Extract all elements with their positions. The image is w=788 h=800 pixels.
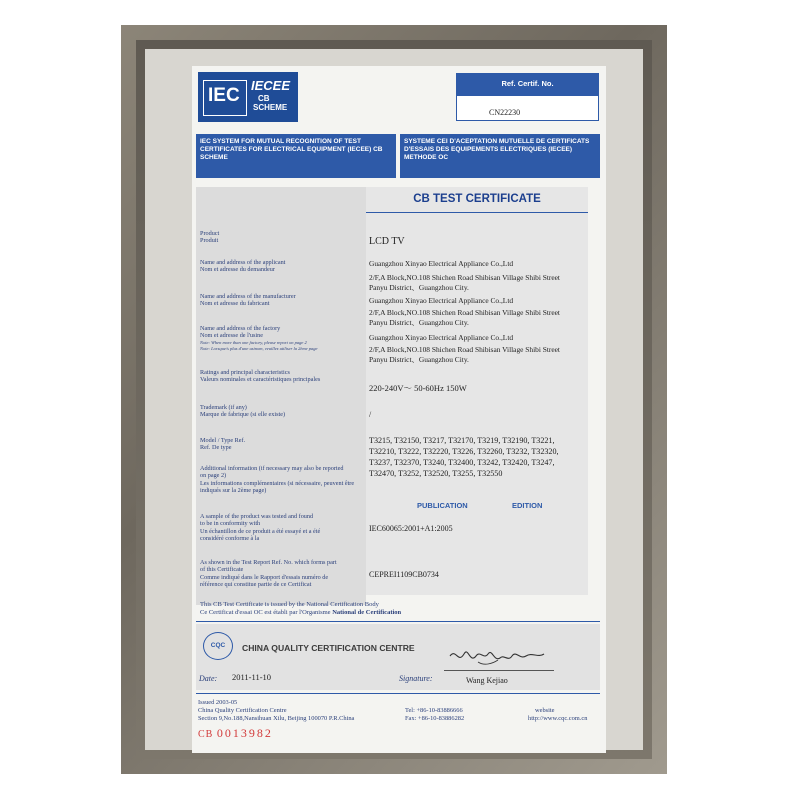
- label-sample-fr-2: considéré conforme à la: [200, 535, 260, 542]
- label-product-fr: Produit: [200, 237, 219, 244]
- label-report-fr-1: Comme indiqué dans le Rapport d'essais numéro de: [200, 574, 329, 581]
- label-product-en: Product: [200, 230, 220, 237]
- value-factory-name: Guangzhou Xinyao Electrical Appliance Co.,Ltd: [369, 333, 514, 342]
- footer-address: Section 9,No.188,Nansihuan Xilu, Beijing 100070 P.R.China: [198, 715, 355, 722]
- system-header-en: IEC SYSTEM FOR MUTUAL RECOGNITION OF TEST CERTIFICATES FOR ELECTRICAL EQUIPMENT (IECEE) CB SCHEME: [196, 134, 396, 178]
- centre-name: CHINA QUALITY CERTIFICATION CENTRE: [242, 643, 415, 653]
- value-applicant-name: Guangzhou Xinyao Electrical Appliance Co.,Ltd: [369, 259, 514, 268]
- scheme-logo-text: SCHEME: [253, 103, 288, 112]
- iec-iecee-logo: [198, 72, 298, 122]
- labels-panel: [196, 187, 366, 605]
- value-trademark: /: [369, 410, 372, 419]
- label-applicant-en: Name and address of the applicant: [200, 259, 286, 266]
- handwritten-signature: [448, 640, 548, 672]
- value-model-line-1: T3215, T32150, T3217, T32170, T3219, T32190, T3221,: [369, 436, 555, 445]
- edition-heading: EDITION: [512, 501, 543, 510]
- label-additional-fr-2: indiqués sur la 2ème page): [200, 487, 267, 494]
- label-trademark-en: Trademark (if any): [200, 404, 247, 411]
- label-applicant-fr: Nom et adresse du demandeur: [200, 266, 275, 273]
- label-additional-en-2: on page 2): [200, 472, 227, 479]
- label-trademark-fr: Marque de fabrique (si elle existe): [200, 411, 286, 418]
- section-rule: [196, 621, 600, 622]
- footer-fax: Fax: +86-10-83886282: [405, 715, 465, 722]
- label-report-en-2: of this Certificate: [200, 566, 244, 573]
- label-manufacturer-en: Name and address of the manufacturer: [200, 293, 296, 300]
- value-model-line-2: T32210, T3222, T32220, T3226, T32260, T3232, T32320,: [369, 447, 559, 456]
- issued-by-en: This CB Test Certificate is issued by the National Certification Body: [200, 601, 379, 608]
- label-factory-en: Name and address of the factory: [200, 325, 281, 332]
- footer-org: China Quality Certification Centre: [198, 707, 287, 714]
- system-header-fr: SYSTEME CEI D'ACEPTATION MUTUELLE DE CERTIFICATS D'ESSAIS DES EQUIPEMENTS ELECTRIQUES (IECEE) METHODE OC: [400, 134, 600, 178]
- serial-digits: 0013982: [216, 726, 273, 740]
- footer-website-label: website: [535, 707, 555, 714]
- value-manufacturer-name: Guangzhou Xinyao Electrical Appliance Co.,Ltd: [369, 296, 514, 305]
- footer-tel: Tel: +86-10-83886666: [405, 707, 463, 714]
- value-standard: IEC60065:2001+A1:2005: [369, 524, 453, 533]
- signature-line: [444, 670, 554, 671]
- label-sample-en-1: A sample of the product was tested and found: [200, 513, 314, 520]
- label-additional-en-1: Additional information (if necessary may also be reported: [200, 465, 344, 472]
- iecee-logo-text: IECEE: [251, 78, 291, 93]
- label-manufacturer-fr: Nom et adresse du fabricant: [200, 300, 270, 307]
- value-factory-addr-1: 2/F,A Block,NO.108 Shichen Road Shibisan Village Shibi Street: [369, 345, 560, 354]
- label-model-fr: Ref. De type: [200, 444, 232, 451]
- ref-certif-label: Ref. Certif. No.: [501, 79, 554, 88]
- issued-by-fr-bold: National de Certification: [332, 609, 402, 616]
- value-ratings: 220-240V〜 50-60Hz 150W: [369, 383, 467, 393]
- serial-prefix: CB: [198, 729, 214, 740]
- footer-issued: Issued 2003-05: [198, 699, 238, 706]
- cb-logo-text: CB: [258, 94, 270, 103]
- value-factory-addr-2: Panyu District、Guangzhou City.: [369, 355, 469, 364]
- issue-date: 2011-11-10: [232, 672, 272, 682]
- label-ratings-fr: Valeurs nominales et caractéristiques principales: [200, 376, 321, 383]
- iec-logo-text: IEC: [208, 85, 240, 106]
- signatory-name: Wang Kejiao: [466, 676, 508, 685]
- label-report-en-1: As shown in the Test Report Ref. No. which forms part: [200, 559, 337, 566]
- certificate-title: CB TEST CERTIFICATE: [413, 193, 541, 205]
- label-ratings-en: Ratings and principal characteristics: [200, 369, 290, 376]
- label-sample-fr-1: Un échantillon de ce produit a été essayé et a été: [200, 528, 321, 535]
- issued-by-fr: [200, 609, 401, 616]
- label-additional-fr-1: Les informations complémentaires (si nécessaire, peuvent être: [200, 480, 355, 487]
- value-model-line-3: T3237, T32370, T3240, T32400, T3242, T32420, T3247,: [369, 458, 555, 467]
- value-product: LCD TV: [369, 236, 405, 247]
- signature-label: Signature:: [399, 674, 433, 683]
- ref-certif-number: CN22230: [489, 108, 521, 117]
- value-applicant-addr-2: Panyu District、Guangzhou City.: [369, 283, 469, 292]
- value-model-line-4: T32470, T3252, T32520, T3255, T32550: [369, 469, 503, 478]
- label-report-fr-2: référence qui constitue partie de ce Certificat: [200, 581, 312, 588]
- value-applicant-addr-1: 2/F,A Block,NO.108 Shichen Road Shibisan Village Shibi Street: [369, 273, 560, 282]
- label-sample-en-2: to be in conformity with: [200, 520, 261, 527]
- publication-heading: PUBLICATION: [417, 501, 468, 510]
- value-report-no: CEPREI1109CB0734: [369, 570, 439, 579]
- label-factory-note-2: Note: Lorsque/s plus d'une usinom, veuillez utiliser la 2ème page: [200, 346, 318, 351]
- footer-website: http://www.cqc.com.cn: [528, 715, 588, 722]
- title-rule: [366, 212, 588, 213]
- value-manufacturer-addr-1: 2/F,A Block,NO.108 Shichen Road Shibisan Village Shibi Street: [369, 308, 560, 317]
- label-factory-fr: Nom et adresse de l'usine: [200, 332, 263, 339]
- footer-rule: [196, 693, 600, 694]
- issued-by-fr-prefix: Ce Certificat d'essai OC est établi par l'Organisme: [200, 609, 331, 616]
- value-manufacturer-addr-2: Panyu District、Guangzhou City.: [369, 318, 469, 327]
- ref-certif-box: [456, 95, 599, 121]
- serial-number: [198, 726, 273, 741]
- label-factory-note-1: Note: When more than one factory, please report on page 2: [200, 340, 307, 345]
- cqc-logo-text: CQC: [210, 642, 226, 649]
- label-model-en: Model / Type Ref.: [200, 437, 246, 444]
- date-label: Date:: [199, 674, 218, 683]
